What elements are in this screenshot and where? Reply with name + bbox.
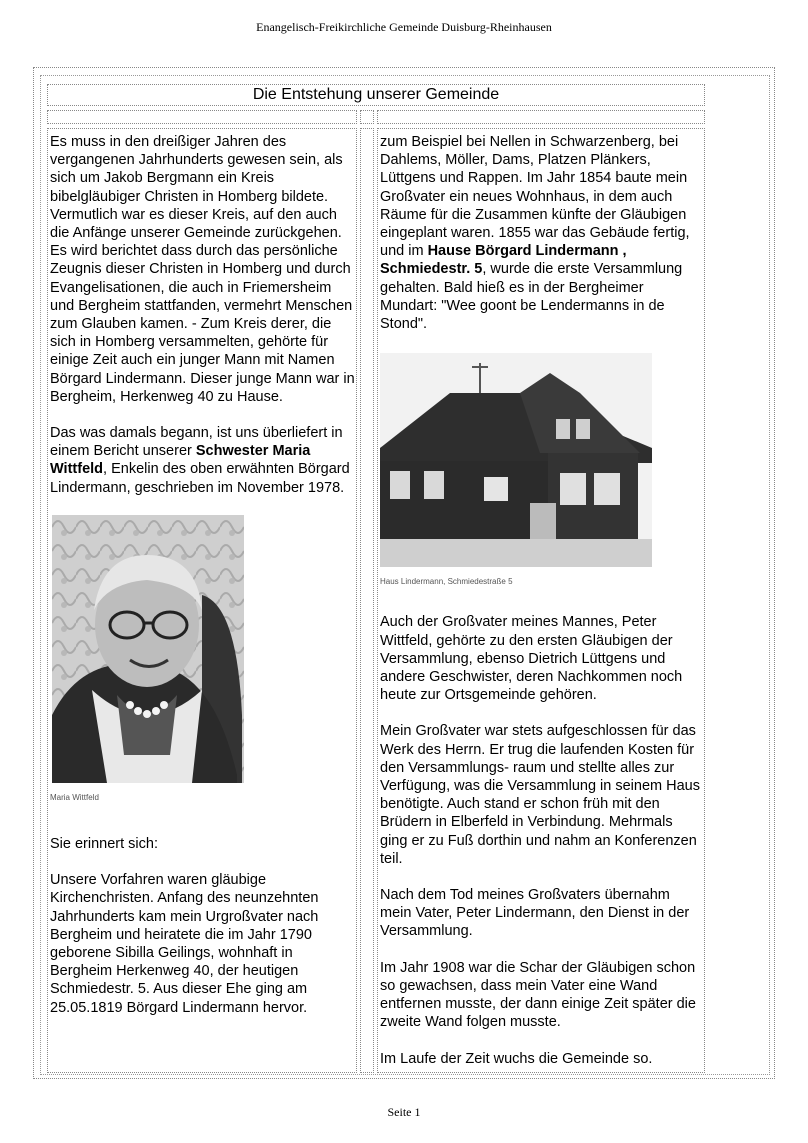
paragraph: Unsere Vorfahren waren gläubige Kirchenchristen. Anfang des neunzehnten Jahrhunderts kam mein Urgroßvater nach Bergheim und heiratete die im Jahr 1790 geborene Sibilla Geilings, wohnhaft in Bergheim Herkenweg 40, der heutigen Schmiedestr. 5. Aus dieser Ehe ging am 25.05.1819 Börgard Lindermann hervor. [50, 872, 319, 1016]
spacer-cell-left [47, 110, 357, 124]
portrait-photo [52, 515, 244, 783]
paragraph: Im Laufe der Zeit wuchs die Gemeinde so. [380, 1050, 653, 1067]
photo-caption: Haus Lindermann, Schmiedestraße 5 [380, 577, 513, 587]
paragraph: Das was damals begann, ist uns überliefert in einem Bericht unserer Schwester Maria Wittfeld, Enkelin des oben erwähnten Börgard Lindermann, geschrieben im November 1978. [50, 425, 350, 496]
paragraph: Mein Großvater war stets aufgeschlossen für das Werk des Herrn. Er trug die laufenden Kosten für den Versammlungs- raum und stellte alles zur Verfügung, was die Versammlung in seinem Haus benötigte. Auch stand er schon früh mit den Brüdern in Elberfeld in Verbindung. Mehrmals ging er zu Fuß dorthin und nahm an Konferenzen teil. [380, 723, 700, 867]
spacer-cell-middle [360, 110, 374, 124]
paragraph: Sie erinnert sich: [50, 836, 158, 853]
portrait-figure [50, 515, 356, 807]
highlight-address: Hause Börgard Lindermann , Schmiedestr. 5 [380, 243, 627, 278]
paragraph: Es muss in den dreißiger Jahren des vergangenen Jahrhunderts gewesen sein, als sich um Jakob Bergmann ein Kreis bibelgläubiger Christen in Homberg bildete. Vermutlich war es dieser Kreis, auf den auch die Anfänge unserer Gemeinde zurückgehen. Es wird berichtet dass durch das persönliche Zeugnis dieser Christen in Homberg und durch Evangelisationen, die auch in Friemersheim und Bergheim stattfanden, vermehrt Menschen zum Glauben kamen. - Zum Kreis derer, die sich in Homberg versammelten, gehörte für einige Zeit auch ein junger Mann mit Namen Börgard Lindermann. Dieser junge Mann war in Bergheim, Herkenweg 40 zu Hause. [50, 134, 355, 405]
house-figure [380, 353, 704, 591]
page-footer: Seite 1 [387, 1105, 421, 1119]
spacer-cell-right [377, 110, 705, 124]
left-column [47, 128, 357, 1073]
highlight-name: Schwester Maria Wittfeld [50, 443, 311, 478]
paragraph: Nach dem Tod meines Großvaters übernahm mein Vater, Peter Lindermann, den Dienst in der Versammlung. [380, 887, 690, 940]
paragraph: Auch der Großvater meines Mannes, Peter Wittfeld, gehörte zu den ersten Gläubigen der Versammlung, ebenso Dietrich Lüttgens und andere Geschwister, deren Nachkommen noch heute zur Ortsgemeinde gehören. [380, 614, 683, 704]
page-header: Enangelisch-Freikirchliche Gemeinde Duisburg-Rheinhausen [256, 20, 552, 34]
right-column [377, 128, 705, 1073]
house-photo [380, 353, 652, 567]
paragraph: zum Beispiel bei Nellen in Schwarzenberg, bei Dahlems, Möller, Dams, Platzen Plänkers, Lüttgens und Rappen. Im Jahr 1854 baute mein Großvater ein neues Wohnhaus, in dem auch Räume für die Zusammen künfte der Gläubigen eingeplant waren. 1855 war das Gebäude fertig, und im Hause Börgard Lindermann , Schmiedestr. 5, wurde die erste Versammlung gehalten. Bald hieß es in der Bergheimer Mundart: "Wee goont be Lendermanns in de Stond". [380, 134, 690, 333]
photo-caption: Maria Wittfeld [50, 792, 99, 802]
page-title: Die Entstehung unserer Gemeinde [47, 84, 705, 106]
column-gutter [360, 128, 374, 1073]
paragraph: Im Jahr 1908 war die Schar der Gläubigen schon so gewachsen, dass mein Vater eine Wand entfernen musste, der dann einige Zeit später die zweite Wand folgen musste. [380, 959, 696, 1031]
